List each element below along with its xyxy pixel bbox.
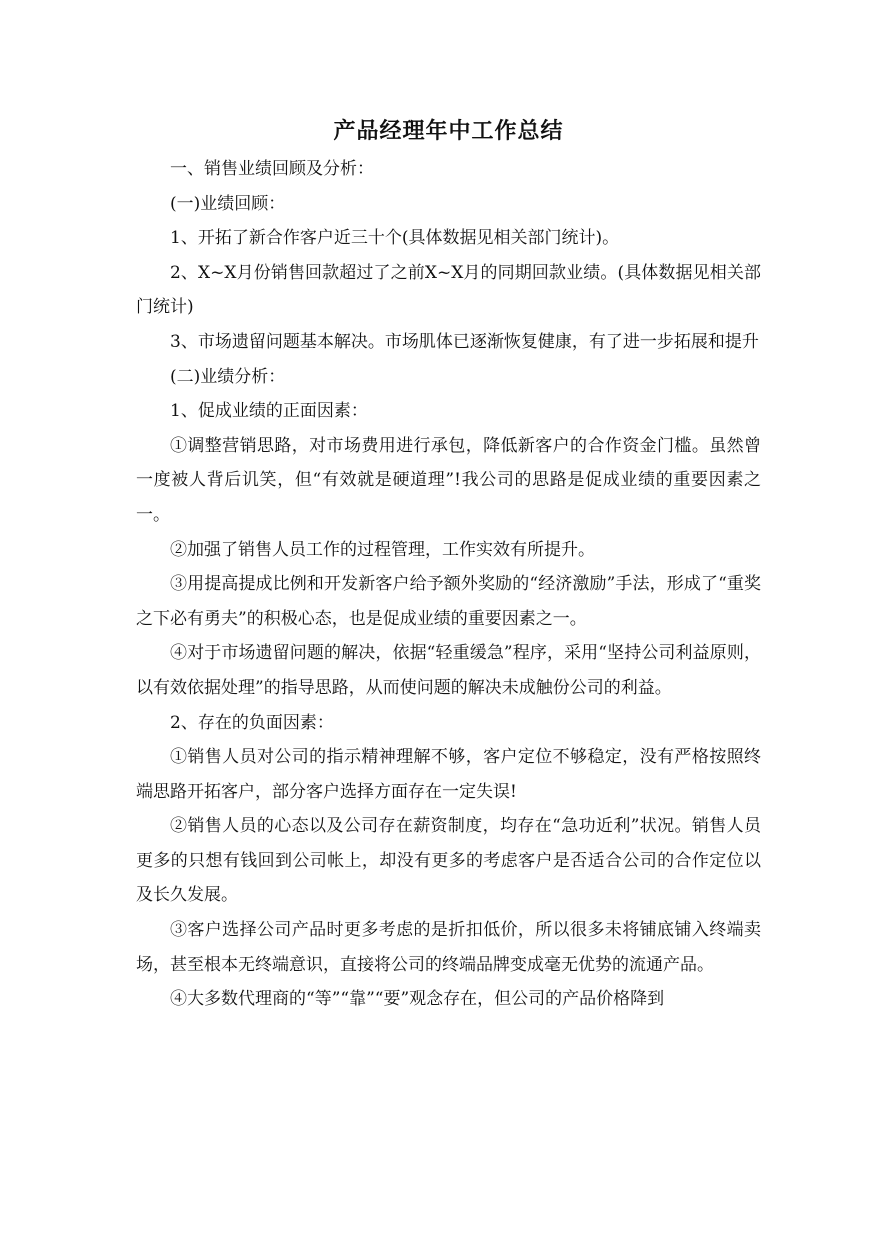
paragraph-market-issues: 3、市场遗留问题基本解决。市场肌体已逐渐恢复健康，有了进一步拓展和提升 bbox=[170, 331, 759, 352]
paragraph-negative-factor-3: ③客户选择公司产品时更多考虑的是折扣低价，所以很多未将铺底铺入终端卖场，甚至根本无终端意识，直接将公司的终端品牌变成毫无优势的流通产品。 bbox=[136, 920, 761, 975]
section-heading-sales-review: 一、销售业绩回顾及分析： bbox=[170, 159, 374, 179]
paragraph-sales-collection: 2、X~X月份销售回款超过了之前X~X月的同期回款业绩。(具体数据见相关部门统计) bbox=[136, 262, 761, 318]
paragraph-negative-factor-2: ②销售人员的心态以及公司存在薪资制度，均存在“急功近利”状况。销售人员更多的只想有钱回到公司帐上，却没有更多的考虑客户是否适合公司的合作定位以及长久发展。 bbox=[136, 816, 761, 906]
subsection-heading-performance-review: (一)业绩回顾： bbox=[170, 193, 286, 214]
paragraph-negative-factor-1: ①销售人员对公司的指示精神理解不够，客户定位不够稳定，没有严格按照终端思路开拓客户，部分客户选择方面存在一定失误! bbox=[136, 747, 761, 802]
paragraph-negative-factor-4: ④大多数代理商的“等”“靠”“要”观念存在，但公司的产品价格降到 bbox=[170, 989, 665, 1010]
paragraph-positive-factor-2: ②加强了销售人员工作的过程管理，工作实效有所提升。 bbox=[170, 539, 595, 560]
paragraph-positive-factor-4: ④对于市场遗留问题的解决，依据“轻重缓急”程序，采用“坚持公司利益原则，以有效依据处理”的指导思路，从而使问题的解决未成触份公司的利益。 bbox=[136, 643, 761, 698]
subsection-heading-performance-analysis: (二)业绩分析： bbox=[170, 366, 286, 387]
heading-negative-factors: 2、存在的负面因素： bbox=[170, 712, 334, 733]
paragraph-positive-factor-3: ③用提高提成比例和开发新客户给予额外奖励的“经济激励”手法，形成了“重奖之下必有勇夫”的积极心态，也是促成业绩的重要因素之一。 bbox=[136, 574, 761, 629]
paragraph-positive-factor-1: ①调整营销思路，对市场费用进行承包，降低新客户的合作资金门槛。虽然曾一度被人背后讥笑，但“有效就是硬道理”!我公司的思路是促成业绩的重要因素之一。 bbox=[136, 435, 761, 525]
heading-positive-factors: 1、促成业绩的正面因素： bbox=[170, 401, 368, 422]
paragraph-new-clients: 1、开拓了新合作客户近三十个(具体数据见相关部门统计)。 bbox=[170, 228, 620, 249]
document-title: 产品经理年中工作总结 bbox=[333, 119, 564, 144]
